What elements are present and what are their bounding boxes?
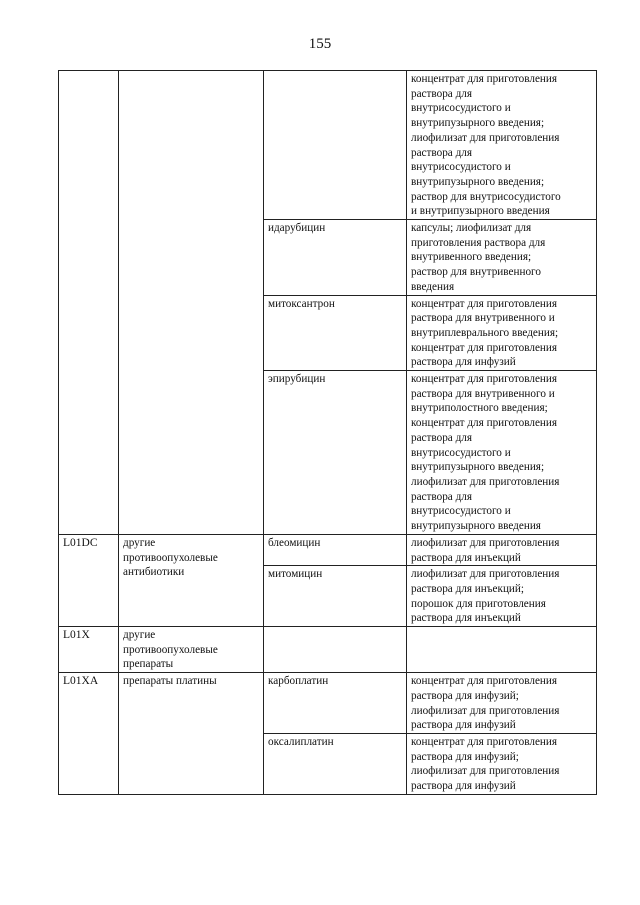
drug-table (58, 70, 597, 795)
drug-name-cell: оксалиплатин (264, 733, 407, 794)
atc-group-cell: другие противоопухолевые препараты (119, 627, 264, 673)
drug-name-cell: митомицин (264, 566, 407, 627)
drug-name-cell (264, 71, 407, 220)
dosage-forms-cell: концентрат для приготовления раствора для внутривенного и внутриполостного введения; концентрат для приготовления раствора для внутрисосудистого и внутрипузырного введения; лиофилизат для приготовления раствора для внутрисосудистого и внутрипузырного введения (407, 371, 597, 535)
dosage-forms-cell: концентрат для приготовления раствора для внутривенного и внутриплеврального введения; концентрат для приготовления раствора для инфузий (407, 295, 597, 371)
dosage-forms-cell: лиофилизат для приготовления раствора для инъекций; порошок для приготовления раствора для инъекций (407, 566, 597, 627)
atc-group-cell: другие противоопухолевые антибиотики (119, 534, 264, 626)
atc-code-cell: L01XA (59, 673, 119, 795)
atc-group-cell: препараты платины (119, 673, 264, 795)
dosage-forms-cell: капсулы; лиофилизат для приготовления раствора для внутривенного введения; раствор для внутривенного введения (407, 220, 597, 296)
dosage-forms-cell: концентрат для приготовления раствора для внутрисосудистого и внутрипузырного введения; лиофилизат для приготовления раствора для внутрисосудистого и внутрипузырного введения; раствор для внутрисосудистого и внутрипузырного введения (407, 71, 597, 220)
drug-name-cell: блеомицин (264, 534, 407, 565)
drug-name-cell: эпирубицин (264, 371, 407, 535)
table-row (59, 71, 597, 220)
dosage-forms-cell: концентрат для приготовления раствора для инфузий; лиофилизат для приготовления раствора для инфузий (407, 673, 597, 734)
table-row (59, 534, 597, 565)
atc-group-cell (119, 71, 264, 535)
page-number: 155 (308, 36, 332, 52)
atc-code-cell: L01X (59, 627, 119, 673)
drug-name-cell: карбоплатин (264, 673, 407, 734)
atc-code-cell (59, 71, 119, 535)
atc-code-cell: L01DC (59, 534, 119, 626)
table-row (59, 627, 597, 673)
drug-name-cell (264, 627, 407, 673)
dosage-forms-cell: концентрат для приготовления раствора для инфузий; лиофилизат для приготовления раствора для инфузий (407, 733, 597, 794)
dosage-forms-cell (407, 627, 597, 673)
drug-name-cell: идарубицин (264, 220, 407, 296)
table-row (59, 673, 597, 734)
dosage-forms-cell: лиофилизат для приготовления раствора для инъекций (407, 534, 597, 565)
drug-name-cell: митоксантрон (264, 295, 407, 371)
